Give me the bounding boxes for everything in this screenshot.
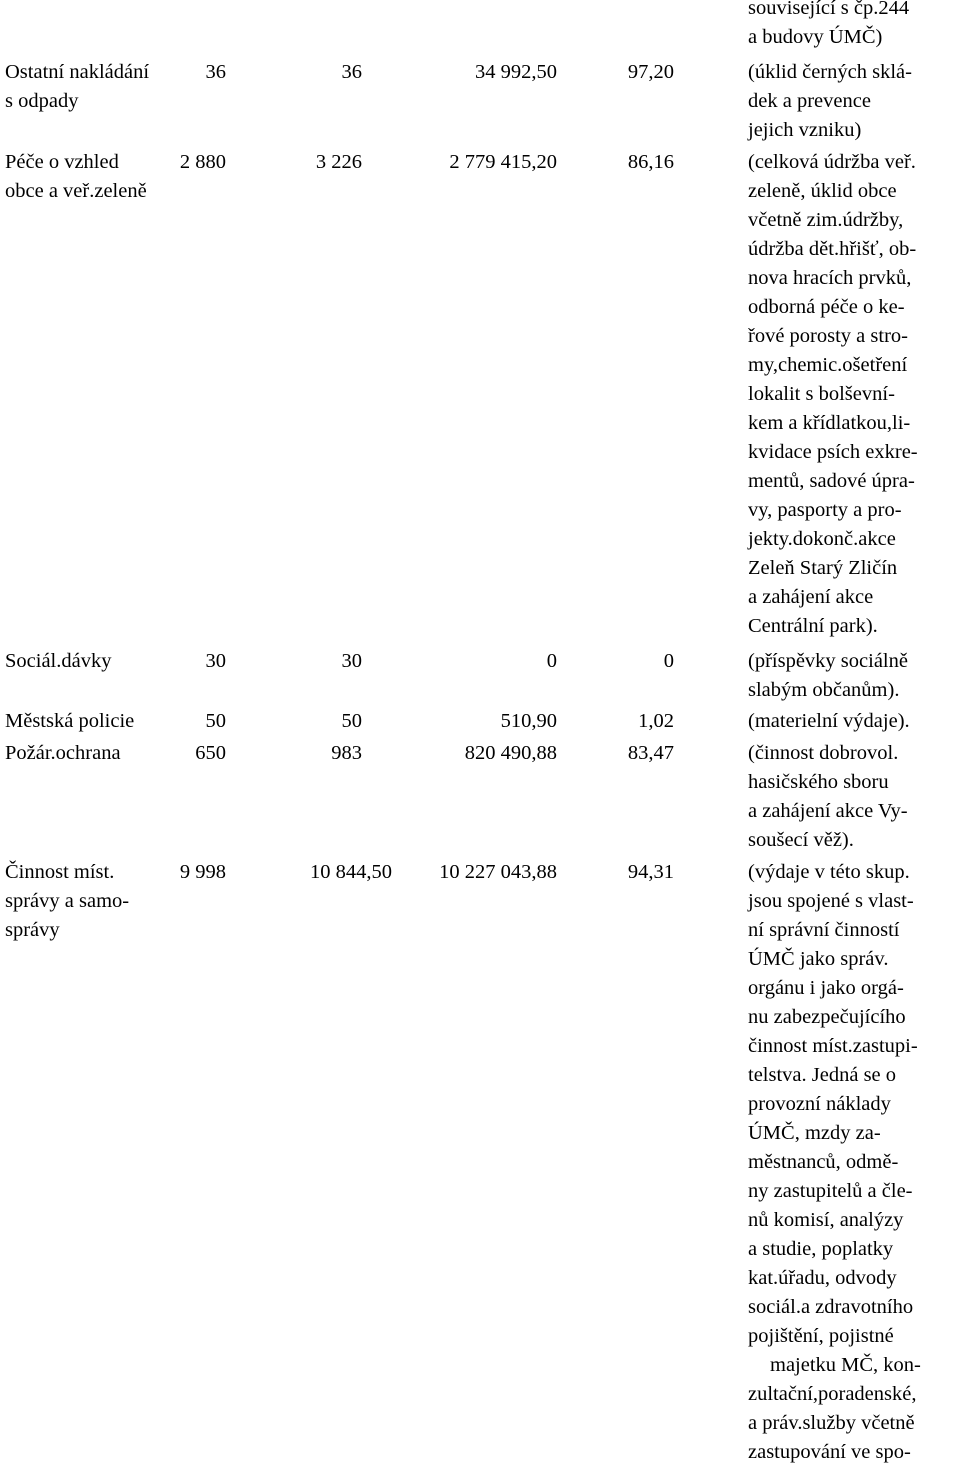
- desc-line: (úklid černých sklá-: [748, 61, 912, 83]
- adjusted-value: 36: [341, 61, 362, 83]
- desc-line: kem a křídlatkou,li-: [748, 412, 911, 434]
- actual-value: 0: [546, 650, 557, 672]
- row-label: Ostatní nakládání: [5, 61, 150, 83]
- desc-line: a práv.služby včetně: [748, 1412, 915, 1434]
- desc-line: mentů, sadové úpra-: [748, 470, 915, 492]
- desc-line: nova hracích prvků,: [748, 267, 912, 289]
- desc-line: sociál.a zdravotního: [748, 1296, 914, 1318]
- row-description: [748, 647, 908, 705]
- adjusted-value: 983: [331, 742, 362, 764]
- plan-value: 650: [195, 742, 226, 764]
- desc-line: lokalit s bolševní-: [748, 383, 895, 405]
- row-label: Činnost míst.: [5, 861, 115, 883]
- percent-value: 97,20: [627, 61, 674, 83]
- desc-line: kvidace psích exkre-: [748, 441, 918, 463]
- percent-value: 94,31: [627, 861, 674, 883]
- desc-line: majetku MČ, kon-: [770, 1354, 921, 1376]
- actual-value: 820 490,88: [464, 742, 557, 764]
- desc-line: ny zastupitelů a čle-: [748, 1180, 913, 1202]
- plan-value: 30: [205, 650, 226, 672]
- desc-line: činnost míst.zastupi-: [748, 1035, 918, 1057]
- top-description: [748, 0, 909, 52]
- desc-line: soušecí věž).: [748, 829, 854, 851]
- actual-value: 510,90: [500, 710, 557, 732]
- row-description: [748, 58, 912, 145]
- desc-line: (příspěvky sociálně: [748, 650, 908, 672]
- desc-line: ní správní činností: [748, 919, 900, 941]
- desc-line: městnanců, odmě-: [748, 1151, 899, 1173]
- desc-line: a budovy ÚMČ): [748, 26, 883, 48]
- desc-line: Zeleň Starý Zličín: [748, 557, 898, 579]
- desc-line: hasičského sboru: [748, 771, 889, 793]
- desc-line: jekty.dokonč.akce: [748, 528, 896, 550]
- percent-value: 86,16: [627, 151, 674, 173]
- desc-line: zultační,poradenské,: [748, 1383, 917, 1405]
- desc-line: zastupování ve spo-: [748, 1441, 911, 1463]
- desc-line: a zahájení akce Vy-: [748, 800, 908, 822]
- row-label: s odpady: [5, 90, 79, 112]
- desc-line: vy, pasporty a pro-: [748, 499, 902, 521]
- row-label: Požár.ochrana: [5, 742, 121, 764]
- desc-line: a zahájení akce: [748, 586, 874, 608]
- desc-line: a studie, poplatky: [748, 1238, 894, 1260]
- desc-line: nů komisí, analýzy: [748, 1209, 904, 1231]
- plan-value: 9 998: [179, 861, 226, 883]
- desc-line: zeleně, úklid obce: [748, 180, 897, 202]
- desc-line: slabým občanům).: [748, 679, 900, 701]
- plan-value: 2 880: [179, 151, 226, 173]
- desc-line: dek a prevence: [748, 90, 871, 112]
- row-description: [748, 739, 908, 855]
- adjusted-value: 10 844,50: [310, 861, 392, 883]
- adjusted-value: 3 226: [315, 151, 362, 173]
- row-label: Městská policie: [5, 710, 135, 732]
- desc-line: (celková údržba veř.: [748, 151, 916, 173]
- desc-line: my,chemic.ošetření: [748, 354, 908, 376]
- desc-line: (materielní výdaje).: [748, 710, 910, 732]
- desc-line: související s čp.244: [748, 0, 910, 19]
- desc-line: řové porosty a stro-: [748, 325, 908, 347]
- percent-value: 1,02: [638, 710, 674, 732]
- row-label: Péče o vzhled: [5, 151, 119, 173]
- desc-line: orgánu i jako orgá-: [748, 977, 904, 999]
- desc-line: pojištění, pojistné: [748, 1325, 894, 1347]
- plan-value: 50: [205, 710, 226, 732]
- desc-line: odborná péče o ke-: [748, 296, 905, 318]
- row-label: správy: [5, 919, 60, 941]
- percent-value: 0: [663, 650, 674, 672]
- desc-line: včetně zim.údržby,: [748, 209, 904, 231]
- desc-line: údržba dět.hřišť, ob-: [748, 238, 917, 260]
- desc-line: (výdaje v této skup.: [748, 861, 910, 883]
- adjusted-value: 50: [341, 710, 362, 732]
- desc-line: ÚMČ jako správ.: [748, 948, 889, 970]
- row-description: [748, 707, 910, 736]
- desc-line: Centrální park).: [748, 615, 878, 637]
- desc-line: (činnost dobrovol.: [748, 742, 899, 764]
- desc-line: nu zabezpečujícího: [748, 1006, 906, 1028]
- desc-line: jejich vzniku): [748, 119, 862, 141]
- adjusted-value: 30: [341, 650, 362, 672]
- percent-value: 83,47: [627, 742, 674, 764]
- actual-value: 10 227 043,88: [439, 861, 557, 883]
- desc-line: telstva. Jedná se o: [748, 1064, 897, 1086]
- row-label: Sociál.dávky: [5, 650, 112, 672]
- desc-line: kat.úřadu, odvody: [748, 1267, 897, 1289]
- desc-line: ÚMČ, mzdy za-: [748, 1122, 881, 1144]
- row-description: [748, 148, 918, 641]
- desc-line: provozní náklady: [748, 1093, 891, 1115]
- row-description: [748, 858, 921, 1467]
- row-label: obce a veř.zeleně: [5, 180, 147, 202]
- actual-value: 2 779 415,20: [449, 151, 557, 173]
- desc-line: jsou spojené s vlast-: [748, 890, 914, 912]
- actual-value: 34 992,50: [475, 61, 557, 83]
- plan-value: 36: [205, 61, 226, 83]
- row-label: správy a samo-: [5, 890, 130, 912]
